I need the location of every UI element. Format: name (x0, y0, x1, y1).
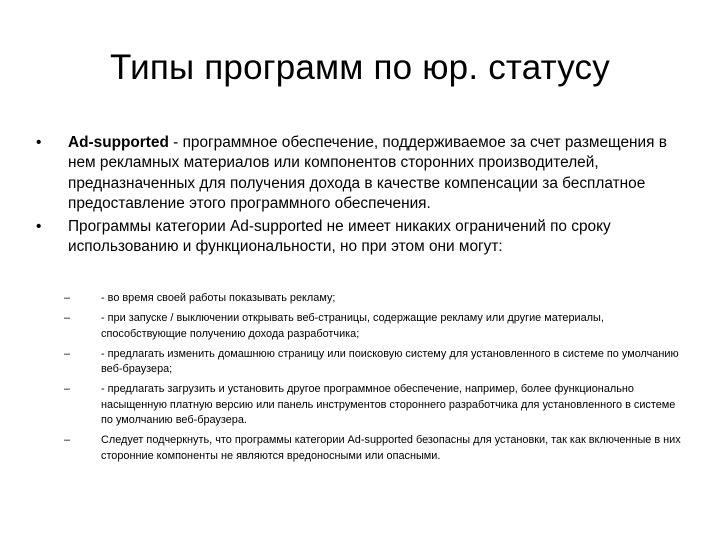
sub-marker: – (64, 312, 71, 325)
sub-text: - при запуске / выключении открывать веб-страницы, содержащие рекламу или другие материалы, способствующие получению дохода разработчика; (101, 312, 604, 340)
bullet-list (36, 133, 676, 261)
sub-item (64, 382, 684, 428)
sub-text: - предлагать загрузить и установить другое программное обеспечение, например, более функционально насыщенную платную версию или панель инструментов стороннего разработчика для установленного в системе по умолчанию веб-браузера. (101, 383, 676, 427)
sub-item (64, 347, 684, 378)
sub-text: - во время своей работы показывать рекламу; (101, 292, 336, 304)
sub-marker: – (64, 292, 71, 304)
bullet-item (36, 217, 676, 258)
sub-marker: – (64, 434, 71, 447)
sub-list (64, 291, 684, 469)
sub-marker: – (64, 347, 71, 360)
bullet-term: Ad-supported (68, 134, 169, 151)
sub-item (64, 311, 684, 342)
sub-marker: – (64, 383, 71, 396)
bullet-marker: • (36, 134, 42, 151)
sub-text: Следует подчеркнуть, что программы категории Ad-supported безопасны для установки, так как включенные в них сторонние компоненты не являются вредоносными или опасными. (101, 434, 681, 462)
bullet-text: - программное обеспечение, поддерживаемое за счет размещения в нем рекламных материалов или компонентов сторонних производителей, предназначенных для получения дохода в качестве компенсации за бесплатное предоставление этого программного обеспечения. (68, 134, 667, 212)
bullet-item (36, 133, 676, 214)
slide-title: Типы программ по юр. статусу (110, 48, 610, 87)
sub-item (64, 291, 684, 306)
sub-item (64, 433, 684, 464)
sub-text: - предлагать изменить домашнюю страницу или поисковую систему для установленного в системе по умолчанию веб-браузера; (101, 347, 679, 376)
bullet-marker: • (36, 218, 42, 236)
bullet-text: Программы категории Ad-supported не имеет никаких ограничений по сроку использованию и функциональности, но при этом они могут: (68, 218, 611, 256)
